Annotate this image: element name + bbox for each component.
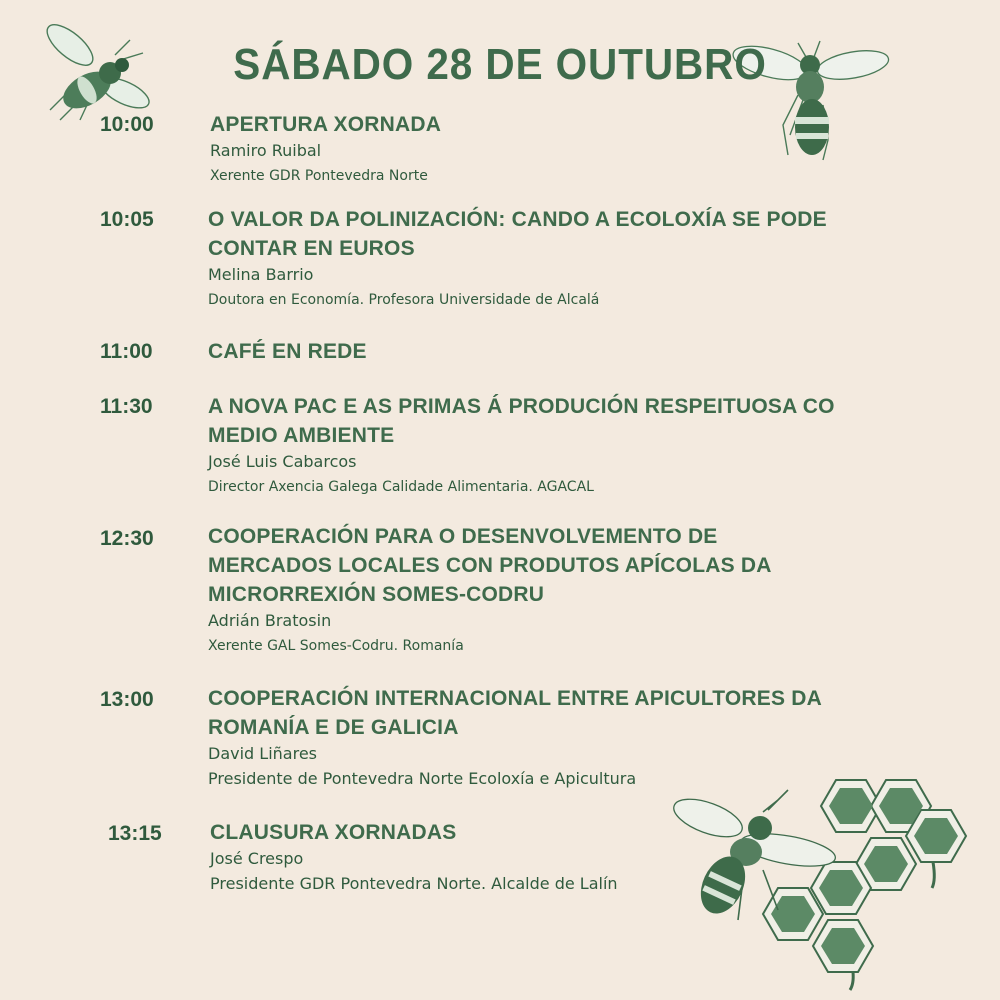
speaker-name: José Crespo (210, 849, 304, 868)
schedule-time: 10:05 (100, 208, 154, 231)
talk-title: COOPERACIÓN PARA O DESENVOLVEMENTO DE (208, 525, 718, 548)
schedule-time: 13:00 (100, 688, 154, 711)
speaker-role: Presidente GDR Pontevedra Norte. Alcalde de Lalín (210, 874, 618, 893)
talk-title: MEDIO AMBIENTE (208, 424, 395, 447)
speaker-name: Ramiro Ruibal (210, 141, 322, 160)
talk-title: CONTAR EN EUROS (208, 237, 415, 260)
speaker-name: Adrián Bratosin (208, 611, 332, 630)
speaker-name: Melina Barrio (208, 265, 314, 284)
schedule-time: 10:00 (100, 113, 154, 136)
talk-title: ROMANÍA E DE GALICIA (208, 716, 459, 739)
talk-title: O VALOR DA POLINIZACIÓN: CANDO A ECOLOXÍA SE PODE (208, 208, 827, 231)
speaker-role: Xerente GAL Somes-Codru. Romanía (208, 638, 464, 654)
talk-title: CAFÉ EN REDE (208, 340, 367, 363)
schedule-time: 13:15 (108, 822, 162, 845)
talk-title: APERTURA XORNADA (210, 113, 442, 136)
speaker-role: Director Axencia Galega Calidade Alimentaria. AGACAL (208, 479, 594, 495)
talk-title: MERCADOS LOCALES CON PRODUTOS APÍCOLAS DA (208, 554, 772, 577)
talk-title: MICRORREXIÓN SOMES-CODRU (208, 583, 545, 606)
talk-title: CLAUSURA XORNADAS (210, 821, 457, 844)
speaker-name: David Liñares (208, 744, 317, 763)
talk-title: COOPERACIÓN INTERNACIONAL ENTRE APICULTORES DA (208, 687, 822, 710)
speaker-role: Xerente GDR Pontevedra Norte (210, 168, 428, 184)
schedule-time: 12:30 (100, 527, 154, 550)
speaker-name: José Luis Cabarcos (208, 452, 357, 471)
schedule-time: 11:30 (100, 395, 153, 418)
speaker-role: Doutora en Economía. Profesora Universidade de Alcalá (208, 292, 600, 308)
speaker-role: Presidente de Pontevedra Norte Ecoloxía e Apicultura (208, 769, 637, 788)
talk-title: A NOVA PAC E AS PRIMAS Á PRODUCIÓN RESPEITUOSA CO (208, 395, 835, 418)
schedule-time: 11:00 (100, 340, 153, 363)
page-title: SÁBADO 28 DE OUTUBRO (233, 40, 767, 89)
